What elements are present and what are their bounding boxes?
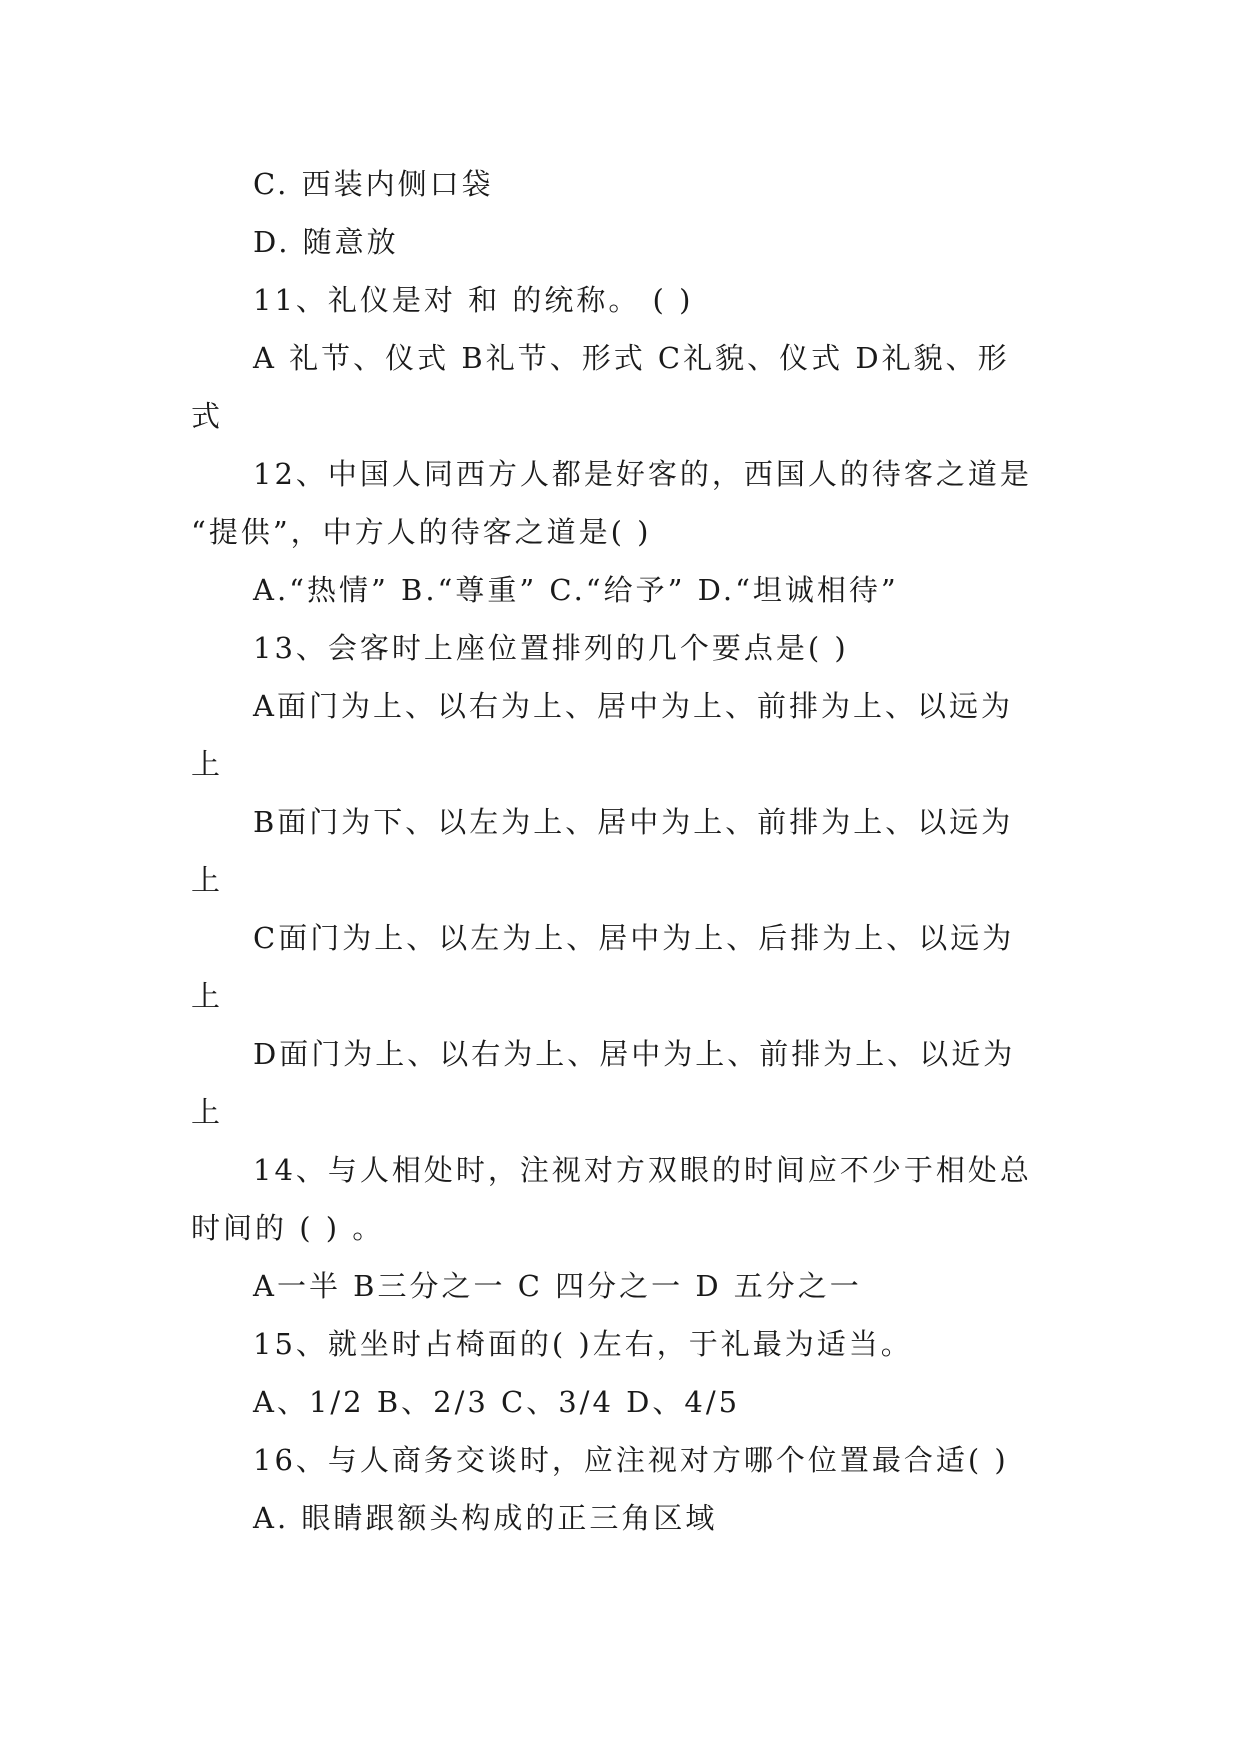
text-line: D面门为上、以右为上、居中为上、前排为上、以近为 bbox=[253, 1037, 1016, 1071]
text-line: C. 西装内侧口袋 bbox=[253, 167, 494, 201]
document-body bbox=[191, 155, 1051, 1547]
question-line: 15、就坐时占椅面的( )左右，于礼最为适当。 bbox=[253, 1327, 913, 1361]
question-line: 14、与人相处时，注视对方双眼的时间应不少于相处总 bbox=[253, 1153, 1032, 1187]
text-line: C面门为上、以左为上、居中为上、后排为上、以远为 bbox=[253, 921, 1015, 955]
text-line: 上 bbox=[191, 747, 224, 781]
text-line: B面门为下、以左为上、居中为上、前排为上、以远为 bbox=[253, 805, 1014, 839]
text-line: A. 眼睛跟额头构成的正三角区域 bbox=[253, 1501, 718, 1535]
question-line: 12、中国人同西方人都是好客的，西国人的待客之道是 bbox=[253, 457, 1032, 491]
text-line: 上 bbox=[191, 979, 224, 1013]
question-line: 11、礼仪是对 和 的统称。 ( ) bbox=[253, 283, 694, 317]
text-line: D. 随意放 bbox=[253, 225, 399, 259]
text-line: 上 bbox=[191, 1095, 224, 1129]
text-line: A.“热情” B.“尊重” C.“给予” D.“坦诚相待” bbox=[253, 573, 899, 607]
question-line: 16、与人商务交谈时，应注视对方哪个位置最合适( ) bbox=[253, 1443, 1009, 1477]
question-line: 13、会客时上座位置排列的几个要点是( ) bbox=[253, 631, 849, 665]
text-line: A、1/2 B、2/3 C、3/4 D、4/5 bbox=[253, 1385, 741, 1419]
text-line: 上 bbox=[191, 863, 224, 897]
text-line: 式 bbox=[191, 399, 224, 433]
text-line: “提供”，中方人的待客之道是( ) bbox=[191, 515, 652, 549]
text-line: A 礼节、仪式 B礼节、形式 C礼貌、仪式 D礼貌、形 bbox=[253, 341, 1010, 375]
text-line: A一半 B三分之一 C 四分之一 D 五分之一 bbox=[253, 1269, 862, 1303]
text-line: 时间的 ( ) 。 bbox=[191, 1211, 385, 1245]
text-line: A面门为上、以右为上、居中为上、前排为上、以远为 bbox=[253, 689, 1013, 723]
